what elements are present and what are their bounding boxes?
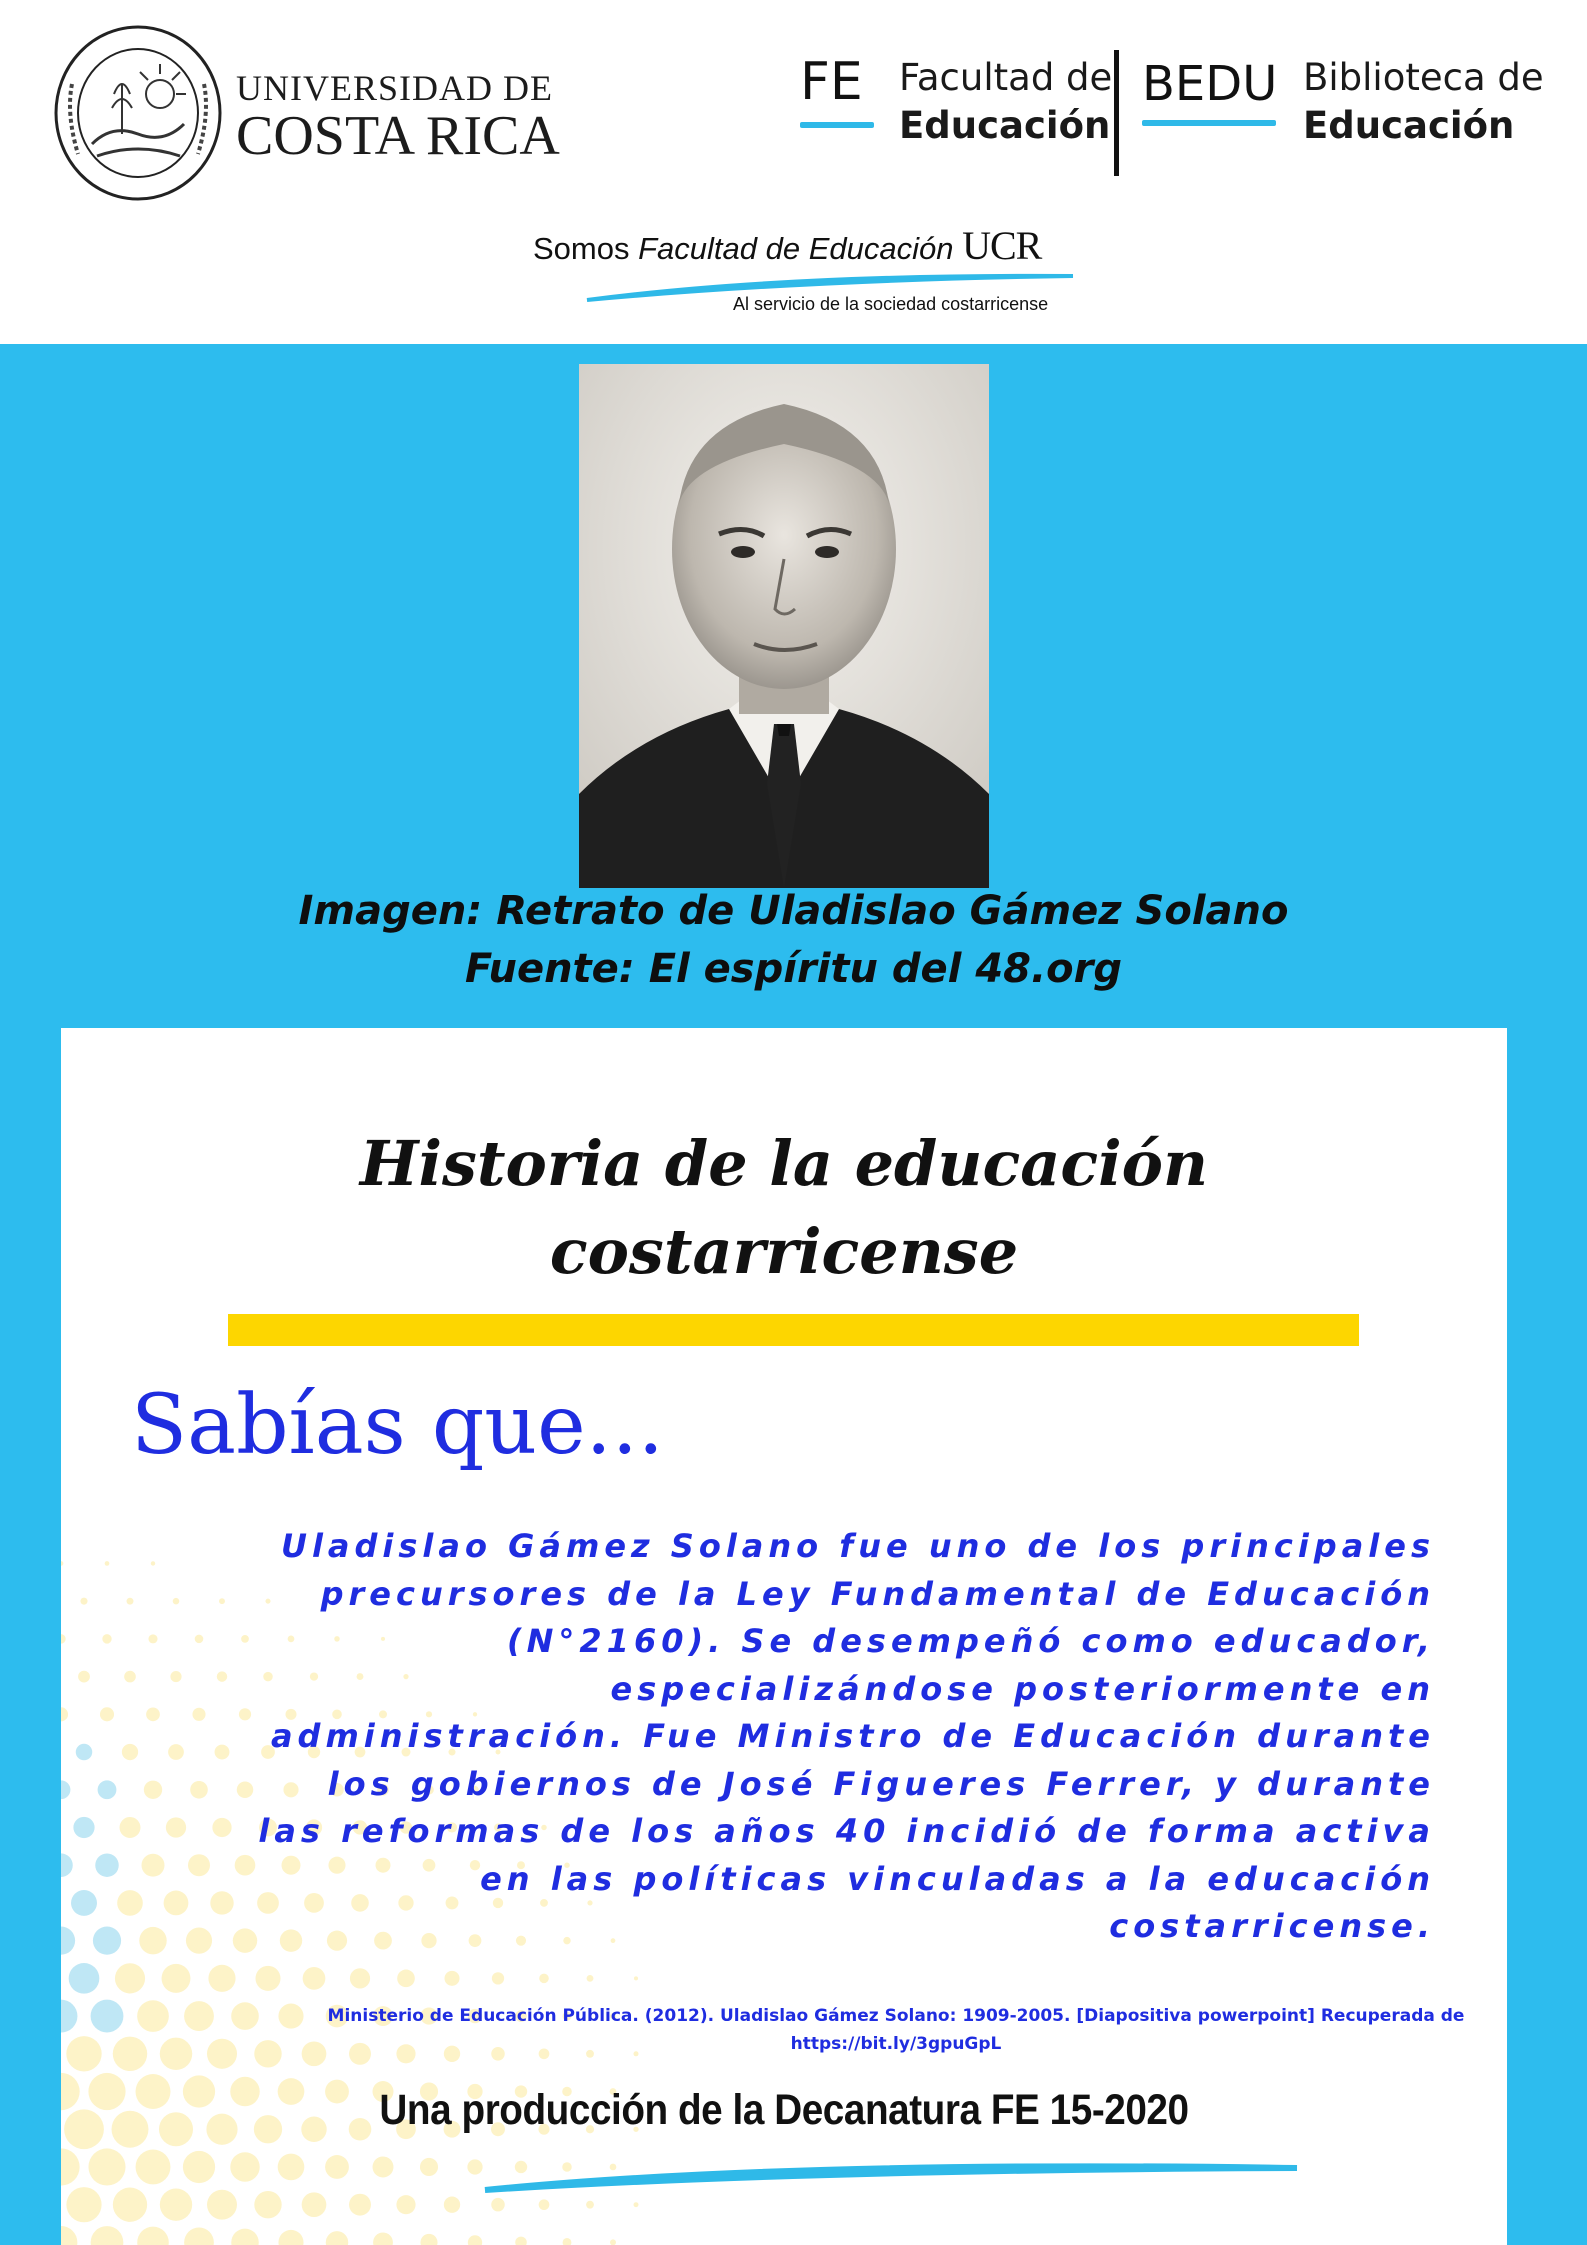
- decorative-dot: [278, 2154, 305, 2181]
- decorative-dot: [124, 1671, 136, 1683]
- slogan: [533, 222, 1041, 269]
- decorative-dot: [350, 1968, 370, 1988]
- decorative-dot: [231, 2229, 259, 2245]
- decorative-dot: [610, 2239, 616, 2245]
- decorative-dot: [61, 1927, 75, 1955]
- decorative-dot: [587, 1975, 594, 1982]
- decorative-dot: [113, 2188, 147, 2222]
- fe-logo: [800, 52, 874, 128]
- decorative-dot: [95, 1853, 118, 1876]
- decorative-dot: [91, 2226, 124, 2245]
- decorative-dot: [278, 2230, 303, 2245]
- decorative-dot: [184, 2001, 214, 2031]
- decorative-dot: [80, 1598, 87, 1605]
- biography-line: (N°2160). Se desempeñó como educador,: [507, 1622, 1435, 1660]
- biography-line: costarricense.: [1109, 1907, 1435, 1945]
- decorative-dot: [137, 2000, 169, 2032]
- decorative-dot: [515, 2237, 527, 2245]
- fe-label-line1: Facultad de: [899, 56, 1113, 99]
- biography-line: precursores de la Ley Fundamental de Educación: [320, 1574, 1435, 1613]
- decorative-dot: [445, 1971, 460, 1986]
- decorative-dot: [491, 2198, 505, 2212]
- decorative-dot: [61, 1634, 66, 1643]
- decorative-dot: [61, 2226, 77, 2245]
- decorative-dot: [146, 1707, 160, 1721]
- decorative-dot: [88, 2073, 125, 2110]
- production-footer: Una producción de la Decanatura FE 15-2020: [379, 2086, 1189, 2134]
- bottom-swoosh: [481, 2156, 1301, 2196]
- decorative-dot: [231, 2002, 259, 2030]
- decorative-dot: [117, 1890, 143, 1916]
- decorative-dot: [373, 2156, 394, 2177]
- decorative-dot: [142, 1854, 165, 1877]
- bedu-abbr: BEDU: [1142, 56, 1278, 112]
- biography-line: administración. Fue Ministro de Educación durante: [270, 1717, 1435, 1755]
- biography-line: los gobiernos de José Figueres Ferrer, y durante: [327, 1764, 1435, 1803]
- decorative-dot: [254, 2191, 281, 2218]
- decorative-dot: [61, 1853, 73, 1877]
- portrait-caption-line2: Fuente: El espíritu del 48.org: [464, 946, 1123, 992]
- fe-label-line2: Educación: [899, 104, 1111, 148]
- decorative-dot: [61, 2148, 80, 2185]
- decorative-dot: [166, 1817, 186, 1837]
- decorative-dot: [397, 1970, 415, 1988]
- decorative-dot: [66, 2036, 101, 2071]
- decorative-dot: [492, 1972, 504, 1984]
- decorative-dot: [255, 1966, 280, 1991]
- reference-line1: Ministerio de Educación Pública. (2012). Uladislao Gámez Solano: 1909-2005. [Diapositiva powerpoint] Recuperada de: [327, 2006, 1465, 2026]
- decorative-dot: [303, 1967, 326, 1990]
- slogan-facultad: Facultad de Educación: [638, 231, 954, 266]
- decorative-dot: [168, 1744, 184, 1760]
- decorative-dot: [98, 1780, 117, 1799]
- decorative-dot: [634, 2202, 639, 2207]
- decorative-dot: [170, 1671, 181, 1682]
- fe-label: [899, 54, 1112, 150]
- decorative-dot: [468, 2235, 482, 2245]
- decorative-dot: [120, 1817, 141, 1838]
- decorative-dot: [207, 2039, 237, 2069]
- decorative-dot: [208, 1965, 235, 1992]
- university-name: [236, 68, 560, 167]
- decorative-dot: [61, 1707, 68, 1721]
- decorative-dot: [78, 1671, 90, 1683]
- header: [0, 0, 1587, 344]
- reference-citation: [301, 2002, 1491, 2058]
- decorative-dot: [373, 2232, 393, 2245]
- decorative-dot: [71, 1890, 97, 1916]
- university-name-line2: COSTA RICA: [236, 105, 560, 167]
- bedu-logo: [1142, 56, 1277, 126]
- decorative-dot: [115, 1963, 145, 1993]
- decorative-dot: [66, 2187, 101, 2222]
- decorative-dot: [113, 2037, 147, 2071]
- decorative-dot: [586, 2201, 594, 2209]
- decorative-dot: [420, 2234, 437, 2245]
- decorative-dot: [539, 1974, 549, 1984]
- decorative-dot: [151, 1561, 155, 1565]
- ucr-seal-logo: [52, 24, 224, 202]
- reference-link[interactable]: https://bit.ly/3gpuGpL: [790, 2034, 1002, 2054]
- portrait-caption-line1: Imagen: Retrato de Uladislao Gámez Solano: [298, 888, 1289, 934]
- decorative-dot: [207, 2190, 237, 2220]
- biography-line: especializándose posteriormente en: [610, 1669, 1435, 1708]
- portrait-photo: [579, 364, 989, 888]
- decorative-dot: [137, 2227, 169, 2245]
- university-name-line1: UNIVERSIDAD DE: [236, 68, 553, 108]
- decorative-dot: [61, 1561, 63, 1566]
- biography-line: Uladislao Gámez Solano fue uno de los principales: [280, 1527, 1435, 1565]
- decorative-dot: [183, 2151, 215, 2183]
- sabias-que-heading: Sabías que...: [131, 1378, 664, 1473]
- decorative-dot: [230, 2152, 259, 2181]
- decorative-dot: [148, 1634, 157, 1643]
- decorative-dot: [76, 1744, 93, 1761]
- decorative-dot: [61, 2073, 80, 2110]
- decorative-dot: [88, 2148, 125, 2185]
- decorative-dot: [563, 2238, 572, 2245]
- slogan-subtitle: Al servicio de la sociedad costarricense: [733, 294, 1049, 314]
- decorative-dot: [420, 2158, 438, 2176]
- decorative-dot: [634, 1976, 638, 1980]
- decorative-dot: [102, 1634, 111, 1643]
- content-card: [61, 1028, 1507, 2245]
- decorative-dot: [254, 2040, 281, 2067]
- decorative-dot: [396, 2195, 415, 2214]
- decorative-dot: [539, 2199, 550, 2210]
- bedu-label: [1303, 54, 1544, 150]
- decorative-dot: [122, 1744, 138, 1760]
- decorative-dot: [61, 2000, 77, 2033]
- bedu-label-line2: Educación: [1303, 104, 1515, 148]
- decorative-dot: [160, 2188, 192, 2220]
- decorative-dot: [69, 1963, 100, 1994]
- decorative-dot: [64, 2109, 104, 2149]
- slogan-somos: Somos: [533, 231, 630, 266]
- decorative-dot: [173, 1598, 180, 1605]
- decorative-dot: [326, 2231, 348, 2245]
- decorative-dot: [100, 1707, 114, 1721]
- decorative-dot: [162, 1964, 191, 1993]
- decorative-dot: [91, 2000, 124, 2033]
- biography-line: en las políticas vinculadas a la educación: [480, 1859, 1435, 1898]
- decorative-dot: [349, 2194, 371, 2216]
- decorative-dot: [127, 1598, 134, 1605]
- bedu-underline: [1142, 120, 1276, 126]
- fe-abbr: FE: [800, 52, 863, 112]
- decorative-dot: [444, 2197, 460, 2213]
- biography-paragraph: [195, 1523, 1435, 1951]
- slogan-ucr: UCR: [962, 223, 1042, 268]
- decorative-dot: [160, 2038, 192, 2070]
- decorative-dot: [61, 1780, 70, 1799]
- decorative-dot: [136, 2150, 171, 2185]
- decorative-dot: [278, 2004, 303, 2029]
- decorative-dot: [184, 2228, 214, 2245]
- decorative-dot: [73, 1817, 94, 1838]
- header-divider: [1114, 50, 1119, 176]
- decorative-dot: [144, 1781, 162, 1799]
- decorative-dot: [325, 2155, 349, 2179]
- decorative-dot: [105, 1561, 110, 1566]
- card-title-line1: Historia de la educación: [359, 1127, 1209, 1200]
- card-title: [61, 1120, 1507, 1296]
- fe-underline: [800, 122, 874, 128]
- decorative-dot: [93, 1927, 121, 1955]
- bedu-label-line1: Biblioteca de: [1303, 56, 1544, 99]
- yellow-divider: [228, 1314, 1359, 1346]
- biography-line: las reformas de los años 40 incidió de forma activa: [258, 1812, 1435, 1850]
- decorative-dot: [164, 1891, 189, 1916]
- card-title-line2: costarricense: [549, 1215, 1019, 1288]
- decorative-dot: [302, 2192, 327, 2217]
- decorative-dot: [139, 1927, 166, 1954]
